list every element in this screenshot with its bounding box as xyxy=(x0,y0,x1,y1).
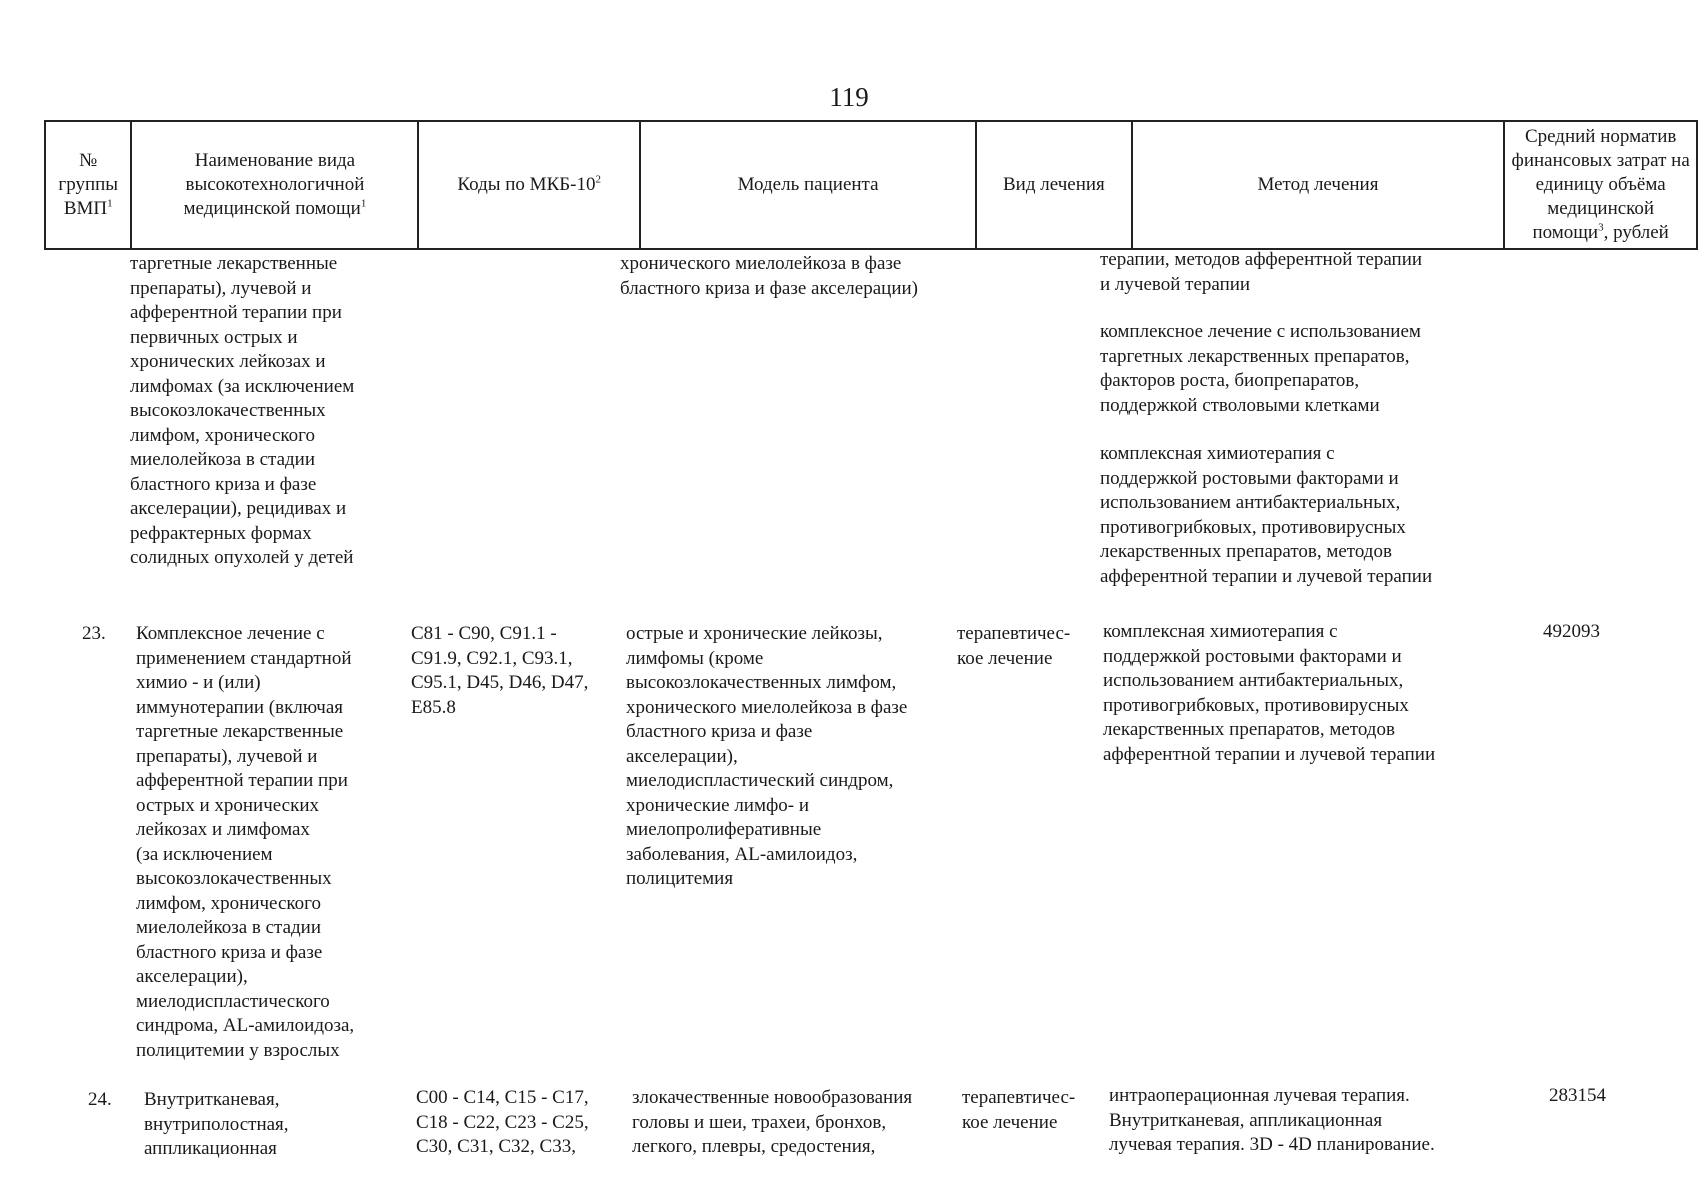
header-cost-standard: Средний норматив финансовых затрат на единицу объёма медицинской помощи$^3$, рублей xyxy=(1504,121,1697,249)
continued-patient-model: хронического миелолейкоза в фазе бластного криза и фазе акселерации) xyxy=(620,253,918,299)
header-patient-model: Модель пациента xyxy=(640,121,976,249)
row-23-treatment-type: терапевтичес- кое лечение xyxy=(957,623,1071,669)
row-24-number: 24. xyxy=(88,1089,112,1110)
continued-method-2: комплексное лечение с использованием таргетных лекарственных препаратов, факторов роста, биопрепаратов, поддержкой стволовыми клетками xyxy=(1100,321,1421,416)
row-23-patient-model: острые и хронические лейкозы, лимфомы (кроме высокозлокачественных лимфом, хронического миелолейкоза в фазе бластного криза и фазе акселерации), миелодиспластический синдром, хронические лимфо- и миелопролиферативные заболевания, AL-амилоидоз, полицитемия xyxy=(626,623,908,889)
row-24-patient-model: злокачественные новообразования головы и шеи, трахеи, бронхов, легкого, плевры, средостения, xyxy=(632,1087,913,1157)
header-treatment-method: Метод лечения xyxy=(1132,121,1505,249)
row-24-care-name: Внутритканевая, внутриполостная, аппликационная xyxy=(144,1089,289,1159)
table-header xyxy=(44,120,1698,250)
row-24-treatment-type: терапевтичес- кое лечение xyxy=(962,1087,1076,1133)
row-23-icd-codes: C81 - C90, C91.1 - C91.9, C92.1, C93.1, C95.1, D45, D46, D47, E85.8 xyxy=(411,623,589,718)
row-24-cost: 283154 xyxy=(1549,1085,1606,1106)
header-icd-codes: Коды по МКБ-$10^2$ xyxy=(418,121,640,249)
row-23-number: 23. xyxy=(82,623,106,644)
row-23-cost: 492093 xyxy=(1543,621,1600,642)
header-group-number: № группы ВМП$^1$ xyxy=(45,121,131,249)
row-24-icd-codes: C00 - C14, C15 - C17, C18 - C22, C23 - C25, C30, C31, C32, C33, xyxy=(416,1087,589,1157)
row-23-treatment-method: комплексная химиотерапия с поддержкой ростовыми факторами и использованием антибактериальных, противогрибковых, противовирусных лекарственных препаратов, методов афферентной терапии и лучевой терапии xyxy=(1103,621,1436,765)
row-23-care-name: Комплексное лечение с применением стандартной химио - и (или) иммунотерапии (включая таргетные лекарственные препараты), лучевой и афферентной терапии при острых и хронических лейкозах и лимфомах (за исключением высокозлокачественных лимфом, хронического миелолейкоза в стадии бластного криза и фазе акселерации), миелодиспластического синдрома, AL-амилоидоза, полицитемии у взрослых xyxy=(136,623,355,1061)
header-treatment-type: Вид лечения xyxy=(976,121,1131,249)
continued-method-3: комплексная химиотерапия с поддержкой ростовыми факторами и использованием антибактериальных, противогрибковых, противовирусных лекарственных препаратов, методов афферентной терапии и лучевой терапии xyxy=(1100,443,1433,587)
page-number: 119 xyxy=(829,82,869,112)
continued-method-1: терапии, методов афферентной терапии и лучевой терапии xyxy=(1100,249,1423,295)
row-24-treatment-method: интраоперационная лучевая терапия. Внутритканевая, аппликационная лучевая терапия. 3D - 4D планирование. xyxy=(1109,1085,1435,1155)
header-care-type-name: Наименование вида высокотехнологичной медицинской помощи$^1$ xyxy=(131,121,418,249)
continued-care-name: таргетные лекарственные препараты), лучевой и афферентной терапии при первичных острых и хронических лейкозах и лимфомах (за исключением высокозлокачественных лимфом, хронического миелолейкоза в стадии бластного криза и фазе акселерации), рецидивах и рефрактерных формах солидных опухолей у детей xyxy=(130,253,355,568)
